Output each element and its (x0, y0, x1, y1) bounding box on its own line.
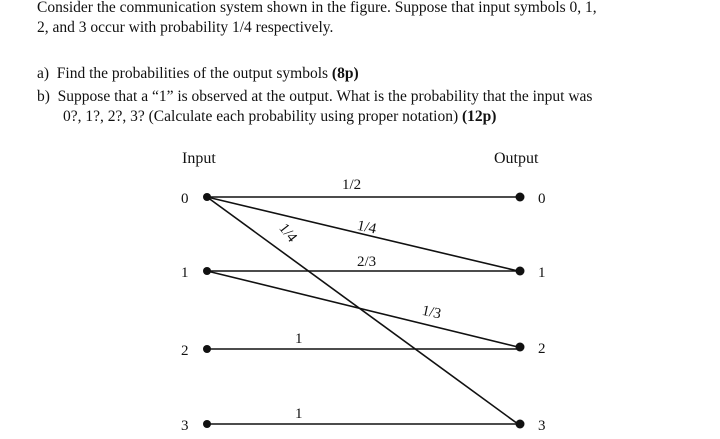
input-node-0 (203, 193, 211, 201)
output-node-2 (516, 343, 525, 352)
prob-0-to-3: 1/4 (275, 220, 300, 246)
question-b-label: b) (37, 88, 50, 105)
question-b-text-2: 0?, 1?, 2?, 3? (Calculate each probability using proper notation) (63, 108, 462, 125)
output-symbol-1: 1 (538, 265, 546, 281)
output-heading: Output (494, 150, 539, 167)
edge-1-to-2 (207, 271, 518, 347)
question-a-label: a) (37, 65, 50, 82)
output-node-1 (516, 267, 525, 276)
input-symbol-2: 2 (181, 343, 189, 359)
output-node-3 (516, 420, 525, 429)
input-symbol-3: 3 (181, 418, 189, 434)
question-a-points: (8p) (331, 65, 359, 82)
input-symbol-0: 0 (181, 191, 189, 207)
prob-0-to-1: 1/4 (355, 217, 378, 238)
question-a-text: Find the probabilities of the output symbols (56, 65, 332, 82)
question-b-points: (12p) (462, 108, 497, 125)
prob-3-to-3: 1 (295, 406, 303, 422)
prob-1-to-2: 1/3 (420, 302, 443, 323)
input-node-1 (203, 267, 211, 275)
input-node-2 (203, 345, 211, 353)
output-symbol-2: 2 (538, 341, 546, 357)
input-symbol-1: 1 (181, 265, 189, 281)
prob-0-to-0: 1/2 (342, 177, 362, 193)
prob-1-to-1: 2/3 (357, 254, 377, 270)
problem-statement-line-1: Consider the communication system shown in the figure. Suppose that input symbols 0, 1, (37, 0, 597, 16)
question-b-text-1: Suppose that a “1” is observed at the output. What is the probability that the input was (57, 88, 593, 105)
prob-2-to-2: 1 (295, 331, 303, 347)
problem-statement-line-2: 2, and 3 occur with probability 1/4 respectively. (37, 19, 334, 36)
output-symbol-0: 0 (538, 191, 546, 207)
input-node-3 (203, 420, 211, 428)
output-symbol-3: 3 (538, 418, 546, 434)
output-node-0 (516, 193, 525, 202)
input-heading: Input (182, 150, 216, 167)
